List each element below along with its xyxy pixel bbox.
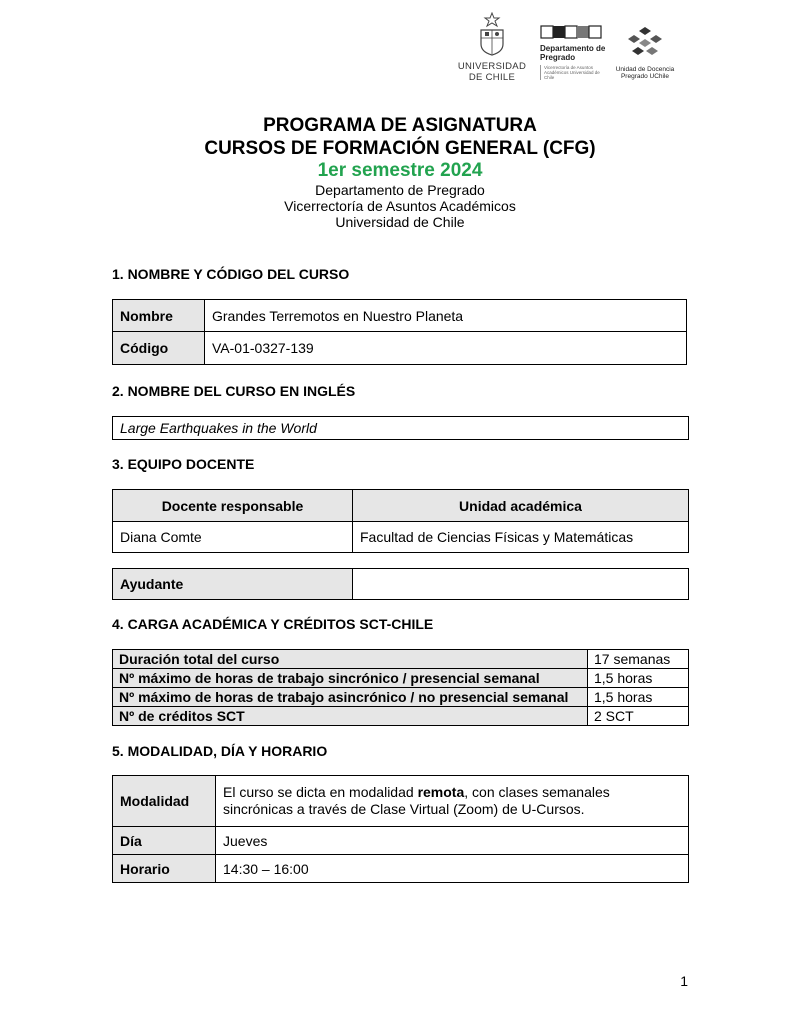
carga-label: Nº máximo de horas de trabajo sincrónico / presencial semanal	[113, 669, 588, 688]
section-5-title: 5. MODALIDAD, DÍA Y HORARIO	[112, 743, 328, 759]
modalidad-value	[216, 776, 689, 827]
modalidad-text-post: , con clases semanales sincrónicas a través de Clase Virtual (Zoom) de U-Cursos.	[223, 784, 610, 817]
page-number: 1	[680, 973, 688, 989]
nombre-value: Grandes Terremotos en Nuestro Planeta	[205, 300, 687, 332]
university-name: UNIVERSIDAD DE CHILE	[457, 61, 527, 83]
modalidad-text-bold: remota	[417, 784, 465, 800]
horario-value: 14:30 – 16:00	[216, 855, 689, 883]
unidad-title: Unidad de Docencia Pregrado UChile	[615, 66, 675, 80]
docente-value: Diana Comte	[113, 522, 353, 553]
modalidad-label: Modalidad	[113, 776, 216, 827]
codigo-value: VA-01-0327-139	[205, 332, 687, 365]
document-header	[0, 114, 800, 230]
carga-table	[112, 649, 689, 726]
section-2-title: 2. NOMBRE DEL CURSO EN INGLÉS	[112, 383, 356, 399]
codigo-label: Código	[113, 332, 205, 365]
carga-label: Nº de créditos SCT	[113, 707, 588, 726]
dia-value: Jueves	[216, 827, 689, 855]
header-line-2: CURSOS DE FORMACIÓN GENERAL (CFG)	[204, 138, 596, 159]
ayudante-table	[112, 568, 689, 600]
carga-value: 2 SCT	[588, 707, 689, 726]
semester-title: 1er semestre 2024	[317, 160, 483, 181]
departamento-pregrado-logo	[540, 25, 610, 80]
section-1-title: 1. NOMBRE Y CÓDIGO DEL CURSO	[112, 266, 350, 282]
header-sub-2: Vicerrectoría de Asuntos Académicos	[284, 198, 516, 214]
carga-value: 1,5 horas	[588, 688, 689, 707]
dia-label: Día	[113, 827, 216, 855]
modalidad-text-pre: El curso se dicta en modalidad	[223, 784, 418, 800]
english-name-value: Large Earthquakes in the World	[113, 417, 689, 440]
header-sub-3: Universidad de Chile	[335, 214, 465, 230]
team-table	[112, 489, 689, 553]
carga-value: 17 semanas	[588, 650, 689, 669]
horario-label: Horario	[113, 855, 216, 883]
section-3-title: 3. EQUIPO DOCENTE	[112, 456, 255, 472]
nombre-label: Nombre	[113, 300, 205, 332]
unidad-value: Facultad de Ciencias Físicas y Matemáticas	[353, 522, 689, 553]
ayudante-value	[353, 569, 689, 600]
carga-label: Duración total del curso	[113, 650, 588, 669]
squares-logo-icon	[540, 25, 602, 39]
header-line-1: PROGRAMA DE ASIGNATURA	[263, 115, 537, 136]
header-sub-1: Departamento de Pregrado	[315, 182, 485, 198]
team-col-unidad: Unidad académica	[353, 490, 689, 522]
course-table	[112, 299, 687, 365]
university-crest-icon	[475, 12, 509, 56]
depto-subtitle: Vicerrectoría de Asuntos Académicos Universidad de Chile	[540, 65, 610, 80]
carga-label: Nº máximo de horas de trabajo asincrónico / no presencial semanal	[113, 688, 588, 707]
universidad-de-chile-logo	[452, 12, 532, 83]
ayudante-label: Ayudante	[113, 569, 353, 600]
team-col-docente: Docente responsable	[113, 490, 353, 522]
carga-value: 1,5 horas	[588, 669, 689, 688]
cubes-logo-icon	[626, 25, 664, 59]
english-name-table	[112, 416, 689, 440]
modalidad-table	[112, 775, 689, 883]
unidad-docencia-logo	[612, 25, 678, 80]
depto-title: Departamento de Pregrado	[540, 44, 606, 62]
section-4-title: 4. CARGA ACADÉMICA Y CRÉDITOS SCT-CHILE	[112, 616, 434, 632]
